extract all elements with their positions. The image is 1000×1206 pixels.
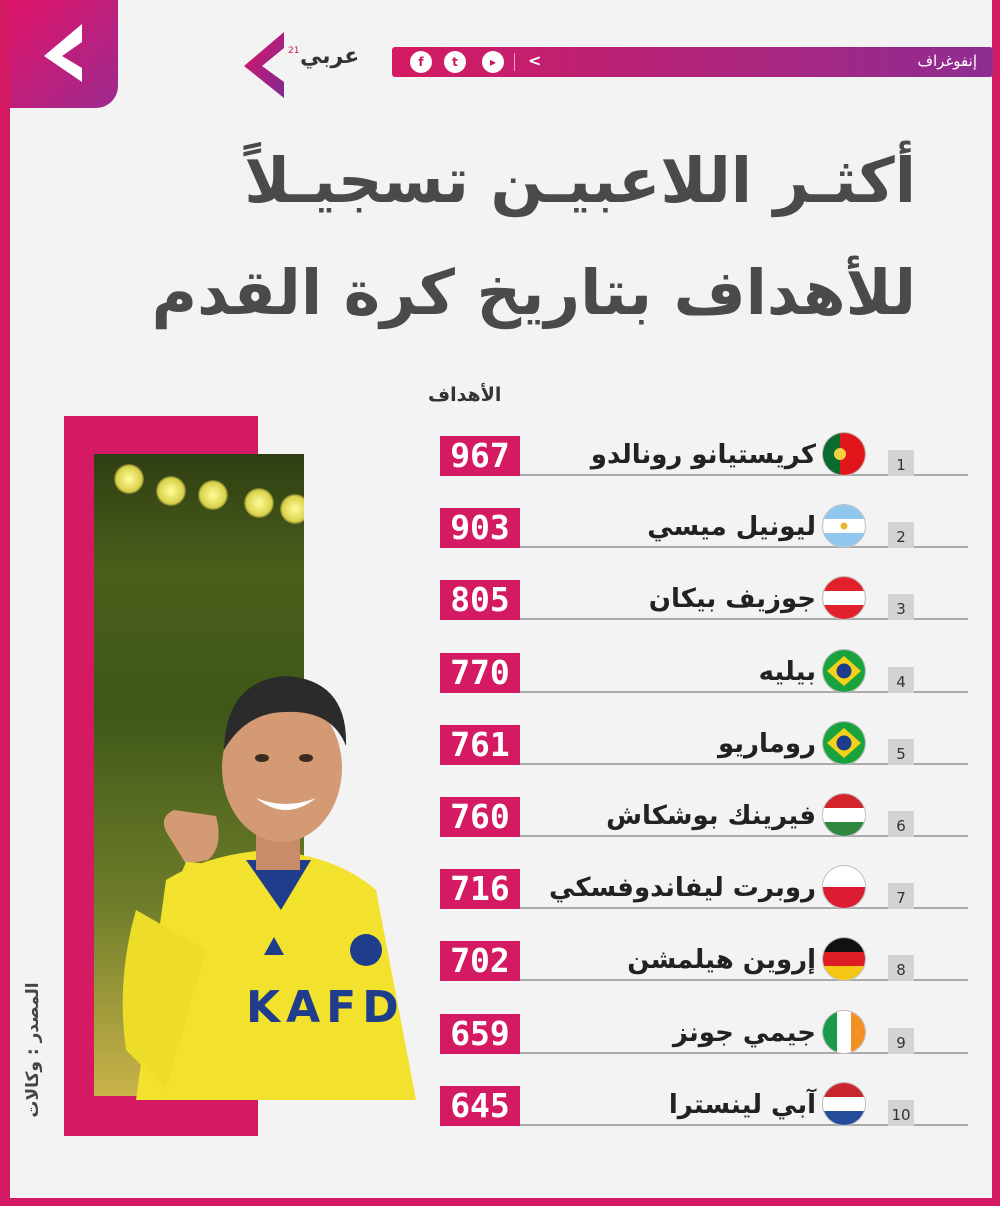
goals-value: 770 [440, 653, 520, 693]
goals-value: 702 [440, 941, 520, 981]
ranking-row [440, 725, 916, 767]
portugal-flag-icon [822, 432, 866, 476]
rank-number: 2 [888, 522, 914, 548]
rank-number: 8 [888, 955, 914, 981]
ranking-row [440, 653, 916, 695]
player-name: جوزيف بيكان [648, 584, 816, 615]
goals-value: 805 [440, 580, 520, 620]
player-name: فيرينك بوشكاش [606, 801, 816, 831]
rank-number: 7 [888, 883, 914, 909]
frame-right [992, 0, 1000, 1206]
brand-mark-icon [240, 30, 292, 100]
ranking-row [440, 508, 916, 550]
player-name: ليونيل ميسي [647, 512, 816, 543]
hungary-flag-icon [822, 793, 866, 837]
player-name: جيمي جونز [672, 1017, 816, 1048]
player-photo-icon [96, 650, 426, 1100]
frame-bottom [0, 1198, 1000, 1206]
goals-value: 967 [440, 436, 520, 476]
header-bar [392, 47, 993, 77]
rank-number: 6 [888, 811, 914, 837]
ireland-flag-icon [822, 1010, 866, 1054]
germany-flag-icon [822, 937, 866, 981]
player-name: روماريو [717, 728, 816, 759]
source-label: المصدر : وكالات [23, 982, 43, 1118]
rank-number: 4 [888, 667, 914, 693]
ranking-row [440, 1014, 916, 1056]
goals-value: 659 [440, 1014, 520, 1054]
brand-name: عربي [300, 44, 360, 69]
player-name: كريستيانو رونالدو [590, 440, 816, 470]
player-name: إروين هيلمشن [627, 945, 816, 976]
youtube-icon[interactable]: ▸ [482, 51, 504, 73]
rank-number: 3 [888, 594, 914, 620]
twitter-icon[interactable]: t [444, 51, 466, 73]
corner-logo-icon [10, 0, 118, 108]
frame-left [0, 0, 10, 1206]
goals-value: 645 [440, 1086, 520, 1126]
goals-value: 761 [440, 725, 520, 765]
poland-flag-icon [822, 865, 866, 909]
player-name: روبرت ليفاندوفسكي [549, 873, 816, 904]
section-label: إنفوغراف [917, 52, 977, 70]
rank-number: 9 [888, 1028, 914, 1054]
rank-number: 5 [888, 739, 914, 765]
ranking-row [440, 869, 916, 911]
ranking-row [440, 941, 916, 983]
svg-text:KAFD: KAFD [246, 982, 405, 1033]
ranking-row [440, 436, 916, 478]
ranking-row [440, 1086, 916, 1128]
austria-flag-icon [822, 576, 866, 620]
source-credit [18, 960, 48, 1150]
argentina-flag-icon [822, 504, 866, 548]
goals-column-header: الأهداف [428, 384, 502, 406]
goals-value: 760 [440, 797, 520, 837]
brazil-flag-icon [822, 649, 866, 693]
ranking-row [440, 580, 916, 622]
facebook-icon[interactable]: f [410, 51, 432, 73]
goals-value: 903 [440, 508, 520, 548]
rank-number: 1 [888, 450, 914, 476]
rank-number: 10 [888, 1100, 914, 1126]
player-name: بيليه [758, 656, 816, 687]
arrow-mark-icon: < [528, 51, 542, 70]
header-divider [514, 53, 515, 71]
brazil-flag-icon [822, 721, 866, 765]
goals-value: 716 [440, 869, 520, 909]
title-line-2: للأهداف بتاريخ كرة القدم [151, 256, 916, 329]
netherlands-flag-icon [822, 1082, 866, 1126]
brand-superscript: 21 [288, 46, 300, 56]
ranking-row [440, 797, 916, 839]
title-line-1: أكثـر اللاعبيـن تسجيـلاً [244, 144, 916, 217]
player-name: آبي لينسترا [668, 1089, 816, 1120]
